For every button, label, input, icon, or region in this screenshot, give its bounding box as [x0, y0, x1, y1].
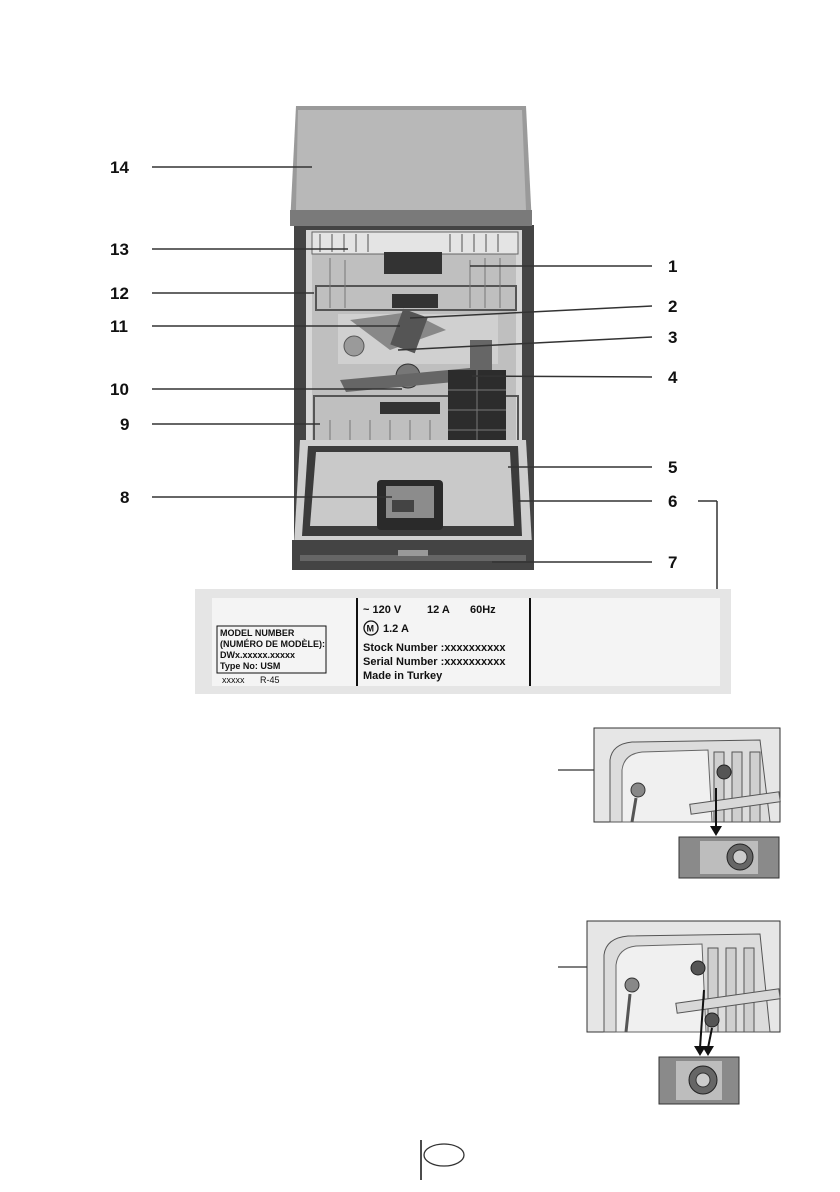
- model-number-value: DWx.xxxxx.xxxxx: [220, 650, 296, 660]
- type-number: Type No: USM: [220, 661, 281, 671]
- callout-3: 3: [668, 328, 678, 347]
- serial-number: Serial Number :xxxxxxxxxx: [363, 656, 506, 668]
- voltage-rating: ~ 120 V: [363, 604, 402, 616]
- callout-12: 12: [110, 284, 129, 303]
- made-in: Made in Turkey: [363, 670, 443, 682]
- dishwasher-illustration: [290, 106, 534, 570]
- page-footer: [421, 1140, 464, 1180]
- plate-code-right: R-45: [260, 675, 280, 685]
- frequency-rating: 60Hz: [470, 604, 496, 616]
- callout-8: 8: [120, 488, 130, 507]
- motor-symbol: M: [366, 623, 374, 634]
- callout-2: 2: [668, 297, 678, 316]
- callout-10: 10: [110, 380, 129, 399]
- callout-5: 5: [668, 458, 678, 477]
- callout-7: 7: [668, 553, 678, 572]
- language-badge-icon: [424, 1144, 464, 1166]
- callout-14: 14: [110, 158, 129, 177]
- callout-9: 9: [120, 415, 130, 434]
- hose-photo-single: [558, 728, 780, 878]
- callout-1: 1: [668, 257, 678, 276]
- callout-11: 11: [110, 317, 128, 336]
- callout-13: 13: [110, 240, 129, 259]
- model-number-label: MODEL NUMBER: [220, 628, 295, 638]
- hose-photo-double: [558, 921, 780, 1104]
- callout-4: 4: [668, 368, 678, 387]
- stock-number: Stock Number :xxxxxxxxxx: [363, 642, 506, 654]
- motor-current: 1.2 A: [383, 623, 409, 635]
- plate-code-left: xxxxx: [222, 675, 245, 685]
- callout-6: 6: [668, 492, 678, 511]
- model-number-label-fr: (NUMÉRO DE MODÈLE):: [220, 639, 325, 649]
- rating-plate: [195, 589, 731, 694]
- current-rating: 12 A: [427, 604, 450, 616]
